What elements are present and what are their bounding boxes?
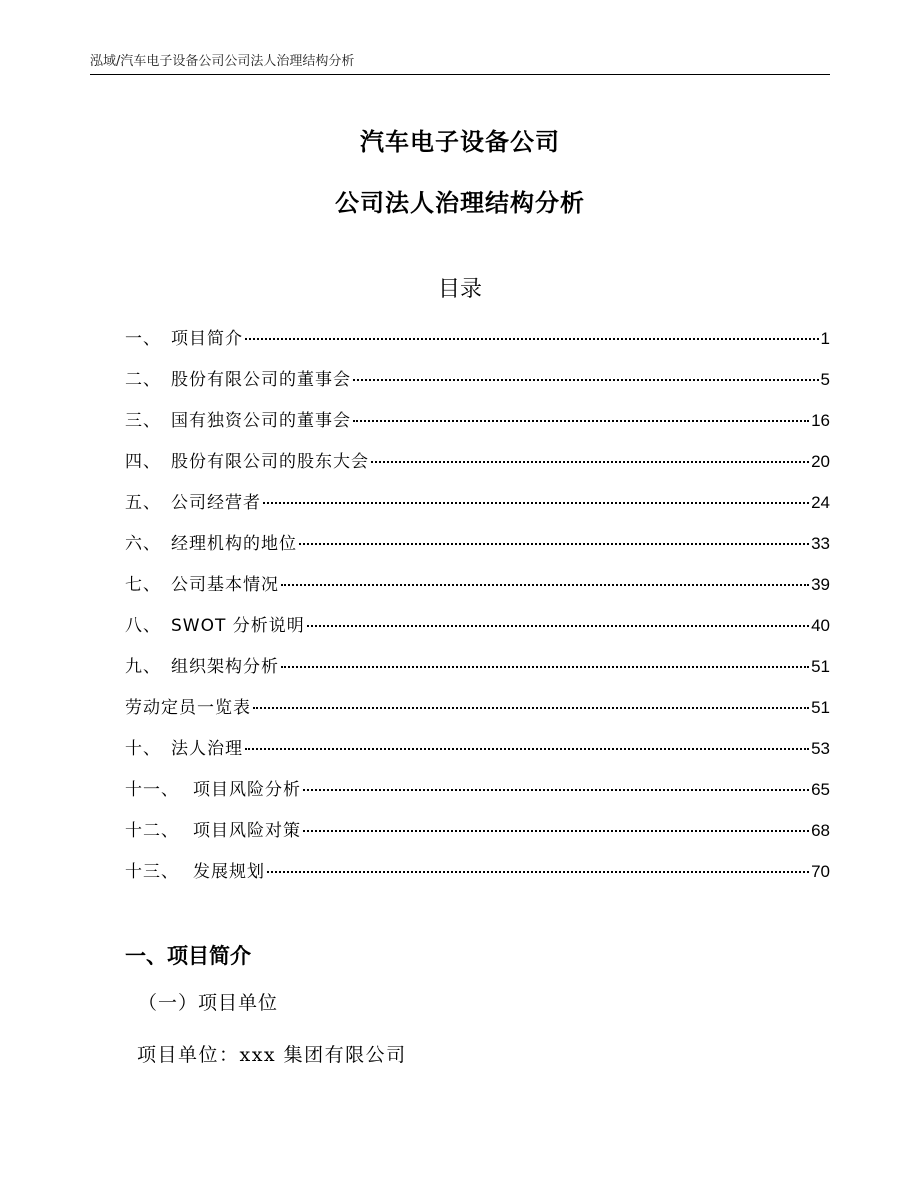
- toc-dot-leader: [253, 706, 809, 709]
- toc-entry-page: 51: [811, 698, 830, 717]
- toc-entry-label: 公司基本情况: [171, 575, 279, 595]
- toc-entry-label: 发展规划: [193, 862, 265, 882]
- toc-entry[interactable]: [125, 523, 830, 564]
- toc-entry-number: 七、: [125, 575, 161, 595]
- toc-entry[interactable]: [125, 646, 830, 687]
- body-text: 项目单位：xxx 集团有限公司: [137, 1044, 407, 1066]
- toc-entry-label: 股份有限公司的董事会: [171, 370, 351, 390]
- toc-entry-page: 53: [811, 739, 830, 758]
- toc-entry-page: 65: [811, 780, 830, 799]
- toc-heading: 目录: [437, 277, 482, 302]
- toc-entry-page: 24: [811, 493, 830, 512]
- toc-entry-page: 40: [811, 616, 830, 635]
- toc-entry[interactable]: [125, 564, 830, 605]
- toc-dot-leader: [303, 829, 809, 832]
- table-of-contents: [125, 318, 830, 892]
- toc-dot-leader: [299, 542, 809, 545]
- section-heading: 一、项目简介: [125, 944, 251, 968]
- toc-entry-label: 组织架构分析: [171, 657, 279, 677]
- toc-entry[interactable]: [125, 728, 830, 769]
- document-subtitle: 公司法人治理结构分析: [335, 189, 585, 217]
- toc-dot-leader: [245, 747, 809, 750]
- toc-dot-leader: [303, 788, 809, 791]
- toc-entry-label: 项目风险分析: [193, 780, 301, 800]
- toc-entry-number: 五、: [125, 493, 161, 513]
- toc-entry-page: 20: [811, 452, 830, 471]
- toc-entry-label: 法人治理: [171, 739, 243, 759]
- toc-entry[interactable]: [125, 400, 830, 441]
- toc-dot-leader: [353, 419, 809, 422]
- subsection-heading: （一）项目单位: [138, 992, 279, 1014]
- toc-entry-label: 国有独资公司的董事会: [171, 411, 351, 431]
- toc-entry-number: 八、: [125, 616, 161, 636]
- toc-dot-leader: [263, 501, 809, 504]
- toc-entry-number: 二、: [125, 370, 161, 390]
- toc-entry-label: 经理机构的地位: [171, 534, 297, 554]
- toc-entry[interactable]: [125, 359, 830, 400]
- toc-entry[interactable]: [125, 769, 830, 810]
- toc-dot-leader: [353, 378, 819, 381]
- toc-entry-number: 三、: [125, 411, 161, 431]
- toc-entry-number: 十、: [125, 739, 161, 759]
- toc-entry-page: 16: [811, 411, 830, 430]
- toc-entry-page: 1: [820, 329, 830, 348]
- toc-dot-leader: [371, 460, 809, 463]
- toc-entry-page: 68: [811, 821, 830, 840]
- toc-dot-leader: [307, 624, 809, 627]
- toc-entry-label: 股份有限公司的股东大会: [171, 452, 369, 472]
- toc-entry[interactable]: [125, 810, 830, 851]
- toc-entry-number: 六、: [125, 534, 161, 554]
- toc-dot-leader: [281, 665, 809, 668]
- toc-entry-number: 十二、: [125, 821, 179, 841]
- toc-entry-label: 项目风险对策: [193, 821, 301, 841]
- document-title: 汽车电子设备公司: [360, 128, 560, 156]
- toc-entry-page: 5: [820, 370, 830, 389]
- toc-entry-number: 一、: [125, 329, 161, 349]
- toc-entry-page: 70: [811, 862, 830, 881]
- toc-entry[interactable]: [125, 687, 830, 728]
- toc-entry-number: 九、: [125, 657, 161, 677]
- toc-entry-number: 四、: [125, 452, 161, 472]
- toc-entry-label: 劳动定员一览表: [125, 698, 251, 718]
- toc-entry[interactable]: [125, 605, 830, 646]
- toc-entry-number: 十三、: [125, 862, 179, 882]
- toc-dot-leader: [281, 583, 809, 586]
- toc-entry-label: 公司经营者: [171, 493, 261, 513]
- toc-dot-leader: [267, 870, 809, 873]
- toc-entry[interactable]: [125, 851, 830, 892]
- toc-entry-label: SWOT 分析说明: [171, 616, 305, 636]
- toc-entry-number: 十一、: [125, 780, 179, 800]
- toc-dot-leader: [245, 337, 819, 340]
- header-text: 泓域/汽车电子设备公司公司法人治理结构分析: [90, 54, 355, 69]
- toc-entry-page: 33: [811, 534, 830, 553]
- toc-entry[interactable]: [125, 318, 830, 359]
- page-header: [90, 52, 830, 75]
- toc-entry-page: 39: [811, 575, 830, 594]
- toc-entry[interactable]: [125, 441, 830, 482]
- toc-entry-page: 51: [811, 657, 830, 676]
- toc-entry-label: 项目简介: [171, 329, 243, 349]
- toc-entry[interactable]: [125, 482, 830, 523]
